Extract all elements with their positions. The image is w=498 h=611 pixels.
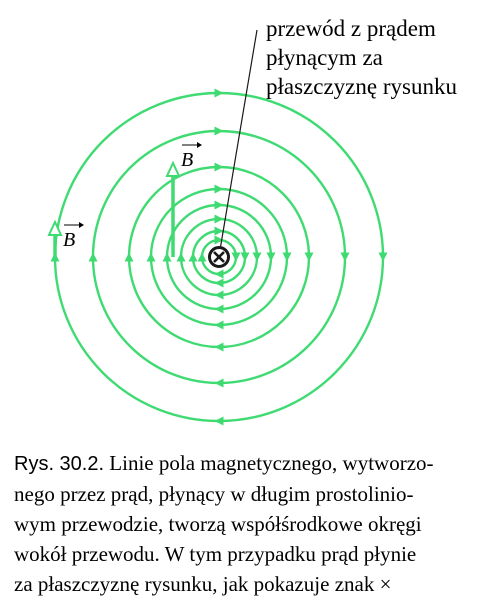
- field-arrow-left: [189, 253, 198, 262]
- field-arrow-top: [215, 127, 224, 136]
- field-arrow-right: [253, 253, 262, 262]
- caption-line-5: za płaszczyznę rysunku, jak pokazuje znak ×: [14, 572, 392, 596]
- figure-caption: [14, 448, 489, 599]
- caption-line-4: wokół przewodu. W tym przypadku prąd płynie: [14, 542, 417, 566]
- callout-line-2: płynącym za: [266, 45, 383, 70]
- field-arrow-left: [163, 253, 172, 262]
- b-vector-outer: [49, 222, 61, 257]
- field-arrow-right: [232, 253, 241, 262]
- callout-line-1: przewód z prądem: [266, 16, 436, 41]
- caption-line-1-text: Linie pola magnetycznego, wytworzo-: [104, 451, 434, 475]
- field-arrow-right: [341, 253, 350, 262]
- caption-line-2: nego przez prąd, płynący w długim prostolinio-: [14, 482, 414, 506]
- field-arrow-bottom: [215, 270, 224, 279]
- field-arrow-left: [147, 253, 156, 262]
- field-arrow-bottom: [215, 291, 224, 300]
- caption-line-3: wym przewodzie, tworzą współśrodkowe okręgi: [14, 512, 422, 536]
- field-arrow-left: [177, 253, 186, 262]
- b-label-inner: [181, 142, 202, 171]
- field-arrow-left: [125, 253, 134, 262]
- field-arrow-top: [215, 215, 224, 224]
- field-arrow-right: [241, 253, 250, 262]
- caption-line-1: [14, 448, 489, 479]
- field-arrow-top: [215, 89, 224, 98]
- callout-line-3: płaszczyznę rysunku: [266, 74, 457, 99]
- figure-number: Rys. 30.2.: [14, 453, 105, 475]
- field-arrow-top: [215, 201, 224, 210]
- wire-callout-label: [266, 14, 486, 101]
- field-arrow-bottom: [215, 279, 224, 288]
- field-arrow-top: [215, 163, 224, 172]
- field-arrow-right: [379, 253, 388, 262]
- b-label-outer: [63, 222, 84, 251]
- field-arrow-bottom: [215, 379, 224, 388]
- field-arrow-right: [305, 253, 314, 262]
- field-arrow-bottom: [215, 305, 224, 314]
- field-arrow-bottom: [215, 417, 224, 426]
- field-arrow-top: [215, 185, 224, 194]
- field-arrow-right: [267, 253, 276, 262]
- svg-text:B: B: [181, 149, 194, 171]
- field-arrow-left: [89, 253, 98, 262]
- field-arrow-right: [283, 253, 292, 262]
- field-arrow-bottom: [215, 343, 224, 352]
- times-in-circle-icon: [210, 248, 229, 267]
- field-arrow-bottom: [215, 321, 224, 330]
- svg-text:B: B: [63, 229, 76, 251]
- field-arrow-left: [198, 253, 207, 262]
